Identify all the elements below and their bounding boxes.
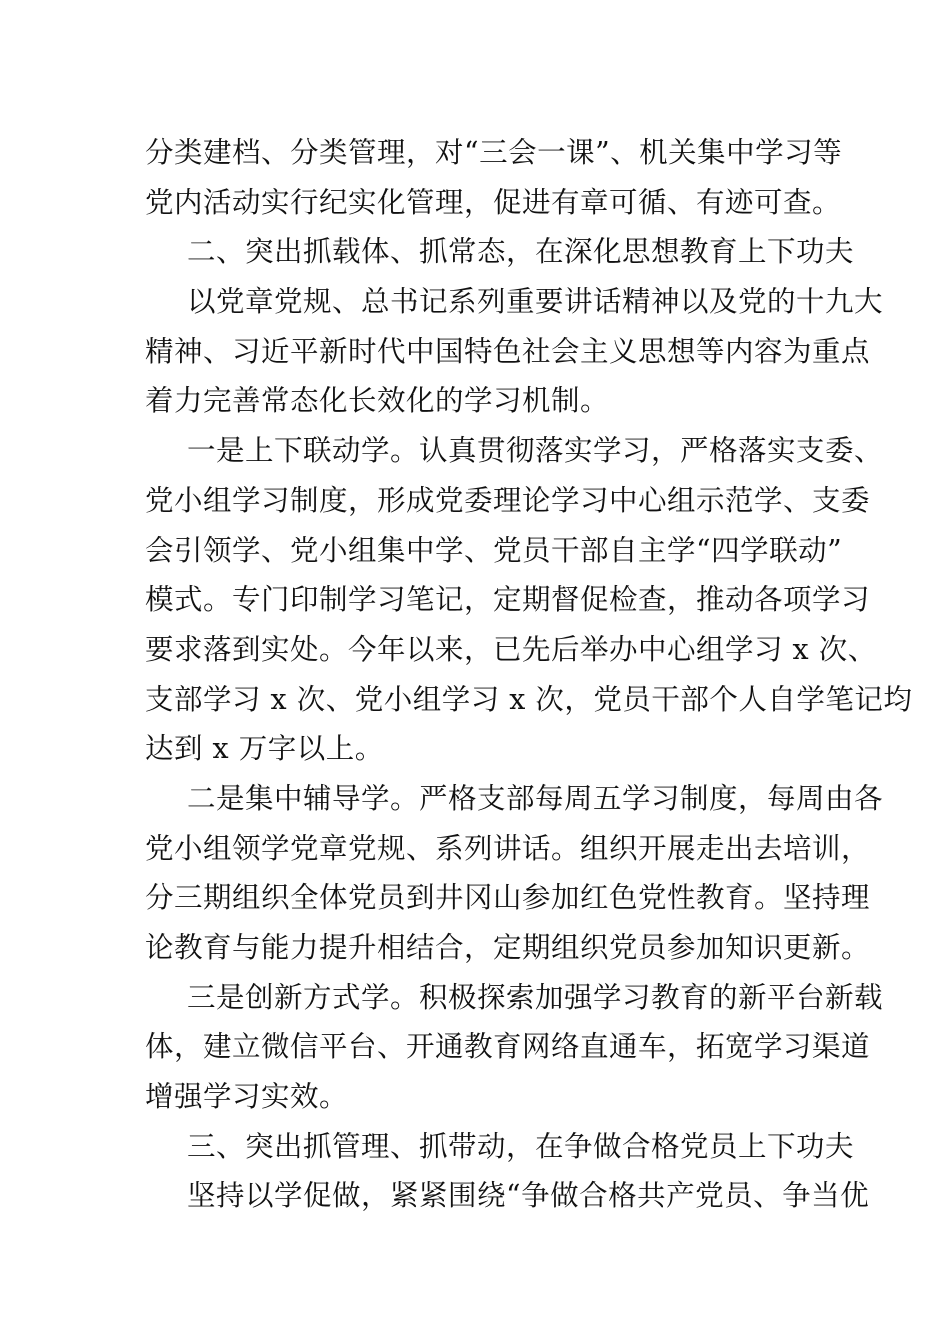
text-line: 着力完善常态化长效化的学习机制。 — [145, 384, 610, 418]
text-line: 要求落到实处。今年以来，已先后举办中心组学习 x 次、 — [145, 632, 877, 666]
text-line: 论教育与能力提升相结合，定期组织党员参加知识更新。 — [145, 931, 871, 964]
text-line: 三是创新方式学。积极探索加强学习教育的新平台新载 — [187, 980, 884, 1014]
text-line: 坚持以学促做，紧紧围绕“争做合格共产党员、争当优 — [187, 1179, 870, 1213]
text-line: 分三期组织全体党员到井冈山参加红色党性教育。坚持理 — [145, 881, 871, 915]
text-line: 分类建档、分类管理，对“三会一课”、机关集中学习等 — [145, 136, 843, 169]
text-line: 增强学习实效。 — [145, 1080, 349, 1114]
document-body — [145, 128, 913, 1221]
text-line: 支部学习 x 次、党小组学习 x 次，党员干部个人自学笔记均 — [145, 682, 913, 716]
text-line: 一是上下联动学。认真贯彻落实学习，严格落实支委、 — [187, 434, 884, 468]
section-heading: 三、突出抓管理、抓带动，在争做合格党员上下功夫 — [187, 1129, 855, 1163]
text-line: 达到 x 万字以上。 — [145, 732, 384, 766]
text-line: 模式。专门印制学习笔记，定期督促检查，推动各项学习 — [145, 583, 871, 617]
text-line: 体，建立微信平台、开通教育网络直通车，拓宽学习渠道 — [145, 1030, 871, 1064]
text-line: 二是集中辅导学。严格支部每周五学习制度，每周由各 — [187, 781, 884, 815]
section-heading: 二、突出抓载体、抓常态，在深化思想教育上下功夫 — [187, 235, 855, 269]
text-line: 以党章党规、总书记系列重要讲话精神以及党的十九大 — [187, 285, 884, 319]
text-line: 党小组领学党章党规、系列讲话。组织开展走出去培训， — [145, 831, 871, 865]
text-line: 会引领学、党小组集中学、党员干部自主学“四学联动” — [145, 533, 843, 567]
text-line: 党内活动实行纪实化管理，促进有章可循、有迹可查。 — [145, 185, 842, 219]
text-line: 党小组学习制度，形成党委理论学习中心组示范学、支委 — [145, 483, 871, 517]
text-line: 精神、习近平新时代中国特色社会主义思想等内容为重点 — [145, 334, 871, 368]
